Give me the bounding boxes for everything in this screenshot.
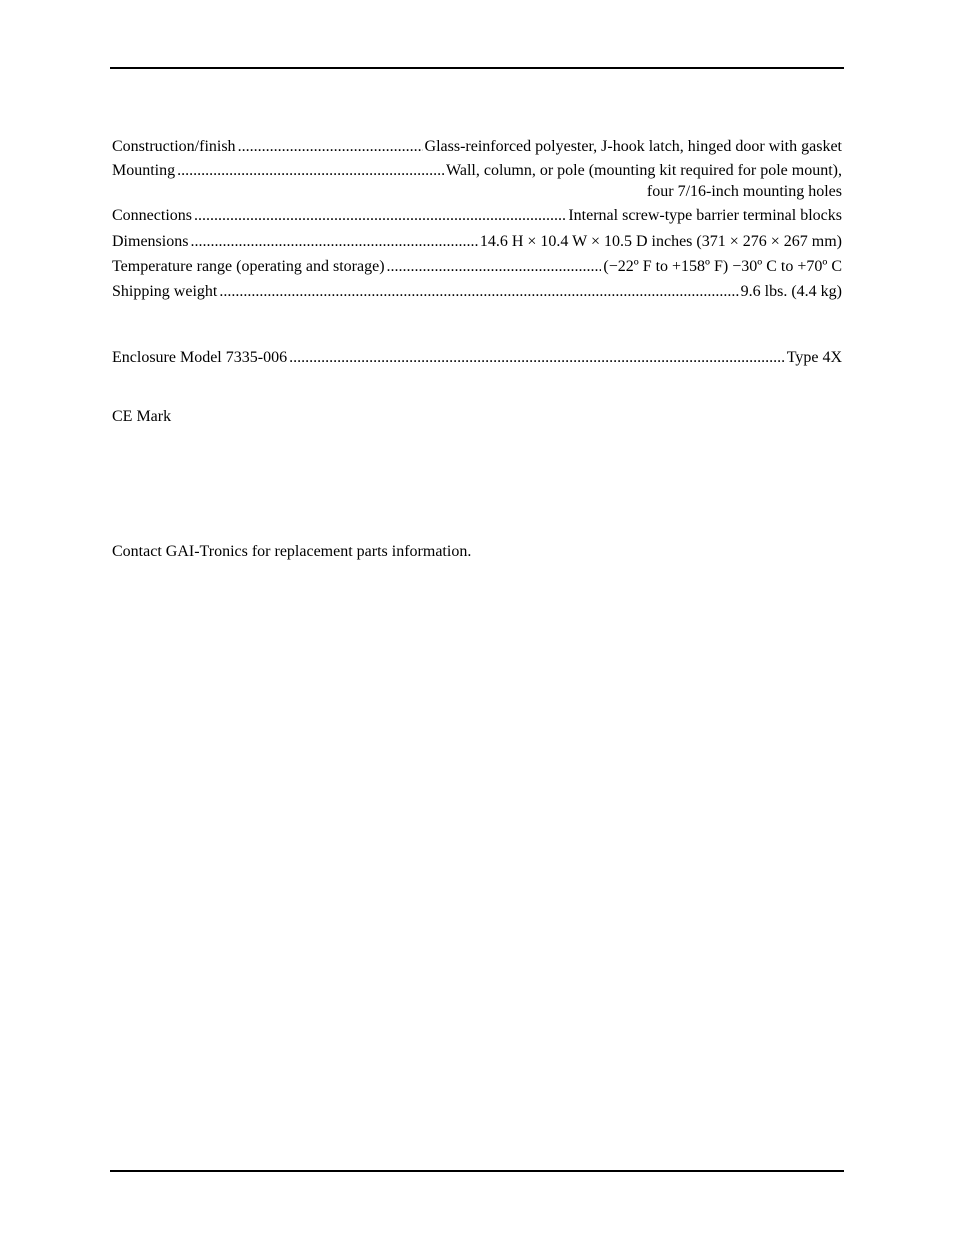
enclosure-label: Enclosure Model 7335-006 xyxy=(112,349,288,366)
dot-leader xyxy=(194,205,566,227)
ce-mark-text: CE Mark xyxy=(112,408,172,425)
spec-label: Mounting xyxy=(112,162,176,179)
spec-row-temperature xyxy=(112,256,842,278)
spec-value: 14.6 H × 10.4 W × 10.5 D inches (371 × 276 × 267 mm) xyxy=(479,233,842,250)
spec-label: Dimensions xyxy=(112,233,189,250)
spec-row-dimensions xyxy=(112,231,842,253)
replacement-parts-note: Contact GAI-Tronics for replacement parts information. xyxy=(112,543,472,560)
spec-label: Shipping weight xyxy=(112,283,218,300)
spec-label: Temperature range (operating and storage) xyxy=(112,258,385,275)
footer-rule xyxy=(110,1170,844,1172)
dot-leader xyxy=(190,231,477,253)
enclosure-rating-row xyxy=(112,347,842,369)
spec-row-mounting xyxy=(112,160,842,182)
dot-leader xyxy=(219,281,738,303)
spec-label: Connections xyxy=(112,207,192,224)
spec-label: Construction/finish xyxy=(112,138,236,155)
header-rule xyxy=(110,67,844,69)
spec-value: (−22º F to +158º F) −30º C to +70º C xyxy=(603,258,842,275)
dot-leader xyxy=(177,160,444,182)
enclosure-value: Type 4X xyxy=(786,349,842,366)
dot-leader xyxy=(238,136,423,158)
spec-row-shipping-weight xyxy=(112,281,842,303)
spec-row-connections xyxy=(112,205,842,227)
dot-leader xyxy=(387,256,602,278)
spec-value: Glass-reinforced polyester, J-hook latch, hinged door with gasket xyxy=(424,138,842,155)
dot-leader xyxy=(289,347,785,369)
spec-row-construction xyxy=(112,136,842,158)
spec-value-continuation: four 7/16-inch mounting holes xyxy=(646,183,842,200)
spec-value: Wall, column, or pole (mounting kit required for pole mount), xyxy=(446,162,842,179)
spec-value: 9.6 lbs. (4.4 kg) xyxy=(740,283,842,300)
spec-value: Internal screw-type barrier terminal blocks xyxy=(568,207,842,224)
